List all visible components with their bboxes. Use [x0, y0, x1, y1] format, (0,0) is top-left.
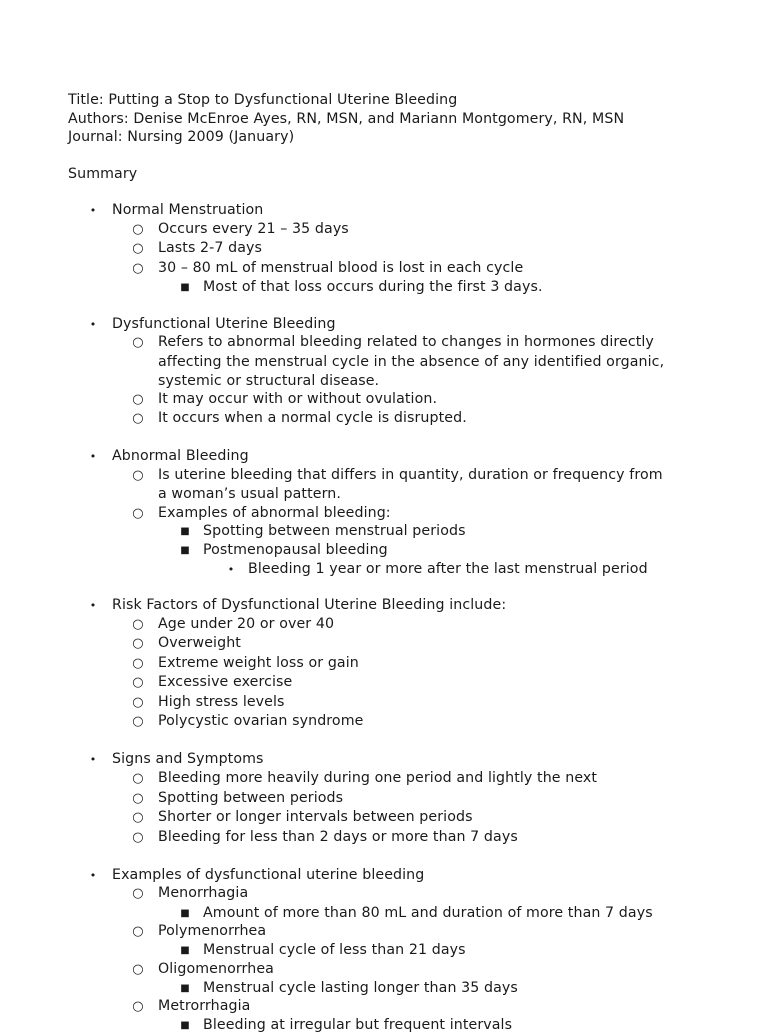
square-bullet-icon: ■: [180, 908, 190, 919]
outline-line: Refers to abnormal bleeding related to changes in hormones directly: [158, 334, 654, 350]
circle-bullet-icon: ○: [132, 261, 144, 276]
summary-heading: Summary: [68, 166, 138, 182]
disc-bullet-icon: •: [227, 563, 235, 576]
circle-bullet-icon: ○: [132, 962, 144, 977]
outline-line: It occurs when a normal cycle is disrupted.: [158, 410, 467, 426]
outline-line: Abnormal Bleeding: [112, 448, 249, 464]
outline-line: High stress levels: [158, 694, 285, 710]
document-title: Title: Putting a Stop to Dysfunctional Uterine Bleeding: [68, 92, 458, 108]
disc-bullet-icon: •: [89, 318, 97, 331]
circle-bullet-icon: ○: [132, 810, 144, 825]
outline-line: Occurs every 21 – 35 days: [158, 221, 349, 237]
outline-line: Amount of more than 80 mL and duration of more than 7 days: [203, 905, 653, 921]
outline-line: Most of that loss occurs during the first 3 days.: [203, 279, 543, 295]
outline-line: Metrorrhagia: [158, 998, 251, 1014]
circle-bullet-icon: ○: [132, 617, 144, 632]
outline-line: Bleeding at irregular but frequent intervals: [203, 1017, 513, 1033]
circle-bullet-icon: ○: [132, 771, 144, 786]
outline-line: Is uterine bleeding that differs in quantity, duration or frequency from: [158, 467, 663, 483]
circle-bullet-icon: ○: [132, 636, 144, 651]
outline-line: Menorrhagia: [158, 885, 249, 901]
outline-line: Menstrual cycle lasting longer than 35 days: [203, 980, 518, 996]
circle-bullet-icon: ○: [132, 675, 144, 690]
outline-line: Risk Factors of Dysfunctional Uterine Bleeding include:: [112, 597, 507, 613]
disc-bullet-icon: •: [89, 753, 97, 766]
disc-bullet-icon: •: [89, 450, 97, 463]
outline-line: Lasts 2-7 days: [158, 240, 263, 256]
disc-bullet-icon: •: [89, 599, 97, 612]
outline-line: Dysfunctional Uterine Bleeding: [112, 316, 336, 332]
circle-bullet-icon: ○: [132, 506, 144, 521]
circle-bullet-icon: ○: [132, 392, 144, 407]
circle-bullet-icon: ○: [132, 886, 144, 901]
outline-line: Examples of abnormal bleeding:: [158, 505, 391, 521]
circle-bullet-icon: ○: [132, 468, 144, 483]
circle-bullet-icon: ○: [132, 656, 144, 671]
outline-line: Bleeding 1 year or more after the last menstrual period: [248, 561, 648, 577]
circle-bullet-icon: ○: [132, 714, 144, 729]
outline-line: Polycystic ovarian syndrome: [158, 713, 364, 729]
document-journal: Journal: Nursing 2009 (January): [68, 129, 295, 145]
circle-bullet-icon: ○: [132, 695, 144, 710]
circle-bullet-icon: ○: [132, 222, 144, 237]
outline-line: Age under 20 or over 40: [158, 616, 335, 632]
outline-line: Bleeding for less than 2 days or more than 7 days: [158, 829, 518, 845]
circle-bullet-icon: ○: [132, 411, 144, 426]
outline-line: Spotting between periods: [158, 790, 344, 806]
document-authors: Authors: Denise McEnroe Ayes, RN, MSN, and Mariann Montgomery, RN, MSN: [68, 111, 625, 127]
square-bullet-icon: ■: [180, 545, 190, 556]
circle-bullet-icon: ○: [132, 791, 144, 806]
outline-line: Oligomenorrhea: [158, 961, 274, 977]
outline-line: Signs and Symptoms: [112, 751, 264, 767]
circle-bullet-icon: ○: [132, 924, 144, 939]
outline-line: Polymenorrhea: [158, 923, 267, 939]
outline-line: systemic or structural disease.: [158, 373, 380, 389]
outline-line: affecting the menstrual cycle in the absence of any identified organic,: [158, 354, 665, 370]
square-bullet-icon: ■: [180, 983, 190, 994]
outline-line: Menstrual cycle of less than 21 days: [203, 942, 466, 958]
outline-line: 30 – 80 mL of menstrual blood is lost in each cycle: [158, 260, 524, 276]
outline-line: a woman’s usual pattern.: [158, 486, 341, 502]
disc-bullet-icon: •: [89, 869, 97, 882]
circle-bullet-icon: ○: [132, 241, 144, 256]
circle-bullet-icon: ○: [132, 999, 144, 1014]
square-bullet-icon: ■: [180, 526, 190, 537]
square-bullet-icon: ■: [180, 945, 190, 956]
outline-line: Examples of dysfunctional uterine bleeding: [112, 867, 425, 883]
disc-bullet-icon: •: [89, 204, 97, 217]
outline-line: Bleeding more heavily during one period and lightly the next: [158, 770, 598, 786]
outline-line: Postmenopausal bleeding: [203, 542, 388, 558]
circle-bullet-icon: ○: [132, 830, 144, 845]
outline-line: Spotting between menstrual periods: [203, 523, 466, 539]
outline-line: Normal Menstruation: [112, 202, 264, 218]
outline-line: Extreme weight loss or gain: [158, 655, 359, 671]
square-bullet-icon: ■: [180, 1020, 190, 1031]
square-bullet-icon: ■: [180, 282, 190, 293]
outline-line: It may occur with or without ovulation.: [158, 391, 438, 407]
outline-line: Shorter or longer intervals between periods: [158, 809, 473, 825]
outline-line: Overweight: [158, 635, 241, 651]
outline-line: Excessive exercise: [158, 674, 293, 690]
circle-bullet-icon: ○: [132, 335, 144, 350]
